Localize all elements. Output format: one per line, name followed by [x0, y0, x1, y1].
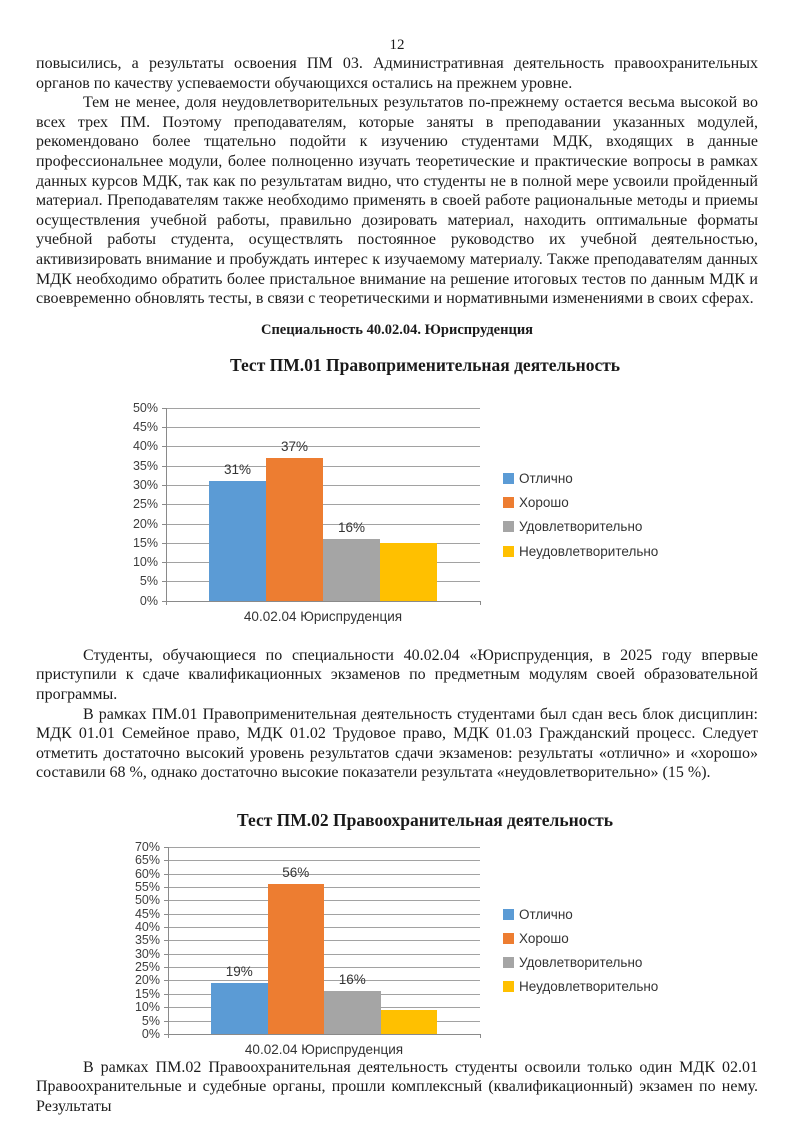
legend-item-удовлетворительно [503, 955, 642, 970]
paragraph-pm03-results: повысились, а результаты освоения ПМ 03. Административная деятельность правоохранительных органов по качеству успеваемости обучающихся остались на прежнем уровне. [36, 55, 758, 92]
x-tick-mark [480, 1034, 481, 1038]
legend-swatch-icon [503, 497, 514, 508]
x-axis-line [168, 1034, 480, 1035]
y-tick-label: 25% [132, 497, 158, 512]
x-category-label: 40.02.04 Юриспруденция [243, 608, 403, 624]
y-tick-label: 50% [132, 400, 158, 415]
chart-pm01-bar-chart [36, 383, 758, 646]
y-tick-label: 5% [139, 574, 158, 589]
y-tick-label: 65% [134, 853, 160, 868]
x-category-label: 40.02.04 Юриспруденция [244, 1041, 404, 1057]
y-axis-line [168, 847, 169, 1038]
legend-item-отлично [503, 907, 573, 922]
legend-item-неудовлетворительно [503, 979, 658, 994]
y-tick-label: 70% [134, 839, 160, 854]
legend-swatch-icon [503, 957, 514, 968]
y-tick-label: 55% [134, 879, 160, 894]
y-tick-label: 10% [132, 555, 158, 570]
x-tick-mark [480, 601, 481, 605]
gridline [168, 954, 480, 955]
legend-swatch-icon [503, 521, 514, 532]
legend-label: Удовлетворительно [519, 954, 643, 970]
legend-swatch-icon [503, 473, 514, 484]
y-tick-label: 25% [134, 960, 160, 975]
y-tick-label: 35% [134, 933, 160, 948]
y-tick-label: 15% [132, 535, 158, 550]
y-tick-label: 15% [134, 986, 160, 1001]
gridline [168, 927, 480, 928]
x-tick-mark [166, 601, 167, 605]
y-tick-label: 35% [132, 458, 158, 473]
x-axis-line [166, 601, 480, 602]
legend-item-отлично [503, 471, 573, 486]
gridline [168, 860, 480, 861]
y-tick-label: 20% [134, 973, 160, 988]
bar-неудовлетворительно [381, 1010, 438, 1034]
y-tick-label: 20% [132, 516, 158, 531]
legend-label: Хорошо [519, 495, 569, 511]
bar-data-label: 19% [225, 964, 253, 980]
legend-swatch-icon [503, 909, 514, 920]
legend-item-удовлетворительно [503, 519, 642, 534]
legend-label: Хорошо [519, 930, 569, 946]
gridline [168, 900, 480, 901]
legend-label: Отлично [519, 470, 573, 486]
bar-data-label: 56% [282, 865, 310, 881]
paragraph-recommendations: Тем не менее, доля неудовлетворительных результатов по-прежнему остается весьма высокой во всех трех ПМ. Поэтому преподавателям, которые заняты в преподавании указанных модулей, рекомендовано более тщательно подойти к изучению студентами МДК, входящих в данные профессиональнее модули, более полноценно изучать теоретические и практические вопросы в рамках данных курсов МДК, так как по результатам видно, что студенты не в полной мере усвоили пройденный материал. Преподавателям также необходимо применять в своей работе рациональные методы и приемы осуществления учебной работы, правильно дозировать материал, находить оптимальные форматы учебной работы студента, осуществлять постоянное руководство их учебной деятельностью, активизировать внимание и пробуждать интерес к изучаемому материалу. Также преподавателям данных МДК необходимо обратить более пристальное внимание на решение итоговых тестов по данным МДК и своевременно обновлять тесты, в связи с теоретическими и нормативными изменениями в своих сферах. [36, 94, 758, 308]
legend-label: Неудовлетворительно [519, 543, 659, 559]
legend-label: Неудовлетворительно [519, 978, 659, 994]
gridline [166, 408, 480, 409]
y-tick-label: 60% [134, 866, 160, 881]
y-tick-label: 45% [132, 420, 158, 435]
bar-отлично [209, 481, 266, 601]
bar-data-label: 16% [338, 972, 366, 988]
y-tick-label: 40% [132, 439, 158, 454]
paragraph-pm02-details: В рамках ПМ.02 Правоохранительная деятельность студенты освоили только один МДК 02.01 Правоохранительные и судебные органы, прошли комплексный (квалификационный) экзамен по нему. Результаты [36, 1058, 758, 1116]
x-tick-mark [168, 1034, 169, 1038]
bar-data-label: 37% [280, 438, 309, 454]
legend-item-хорошо [503, 495, 569, 510]
bar-хорошо [266, 458, 323, 601]
paragraph-students-2025: Студенты, обучающиеся по специальности 40.02.04 «Юриспруденция, в 2025 году впервые приступили к сдаче квалификационных экзаменов по предметным модулям своей образовательной программы. [36, 646, 758, 703]
y-tick-label: 0% [139, 593, 158, 608]
y-tick-label: 40% [134, 920, 160, 935]
legend-swatch-icon [503, 981, 514, 992]
paragraph-pm01-details: В рамках ПМ.01 Правоприменительная деятельность студентами был сдан весь блок дисциплин: МДК 01.01 Семейное право, МДК 01.02 Трудовое право, МДК 01.03 Гражданский процесс. Следует отметить достаточно высокий уровень результатов сдачи экзаменов: результаты «отлично» и «хорошо» составили 68 %, однако достаточно высокие показатели результата «неудовлетворительно» (15 %). [36, 705, 758, 782]
chart1-title: Тест ПМ.01 Правоприменительная деятельность [229, 354, 621, 375]
legend-label: Отлично [519, 906, 573, 922]
gridline [168, 940, 480, 941]
bar-отлично [211, 983, 268, 1034]
y-tick-label: 30% [134, 946, 160, 961]
y-axis-line [166, 408, 167, 605]
chart-pm02-bar-chart [36, 839, 758, 1058]
y-tick-label: 5% [141, 1013, 160, 1028]
gridline [166, 427, 480, 428]
y-tick-label: 45% [134, 906, 160, 921]
bar-удовлетворительно [324, 991, 381, 1034]
bar-неудовлетворительно [380, 543, 437, 601]
y-tick-label: 50% [134, 893, 160, 908]
bar-data-label: 31% [223, 462, 252, 478]
bar-удовлетворительно [323, 539, 380, 601]
page-content [36, 0, 758, 1117]
y-tick-label: 0% [141, 1026, 160, 1041]
chart2-title: Тест ПМ.02 Правоохранительная деятельность [236, 809, 614, 830]
bar-хорошо [268, 884, 325, 1034]
gridline [168, 847, 480, 848]
legend-swatch-icon [503, 546, 514, 557]
section-heading-speciality: Специальность 40.02.04. Юриспруденция [260, 321, 534, 338]
legend-item-неудовлетворительно [503, 544, 658, 559]
y-tick-label: 30% [132, 477, 158, 492]
legend-label: Удовлетворительно [519, 519, 643, 535]
legend-swatch-icon [503, 933, 514, 944]
gridline [168, 887, 480, 888]
legend-item-хорошо [503, 931, 569, 946]
y-tick-label: 10% [134, 1000, 160, 1015]
gridline [168, 914, 480, 915]
page-number: 12 [389, 37, 405, 53]
bar-data-label: 16% [337, 519, 366, 535]
